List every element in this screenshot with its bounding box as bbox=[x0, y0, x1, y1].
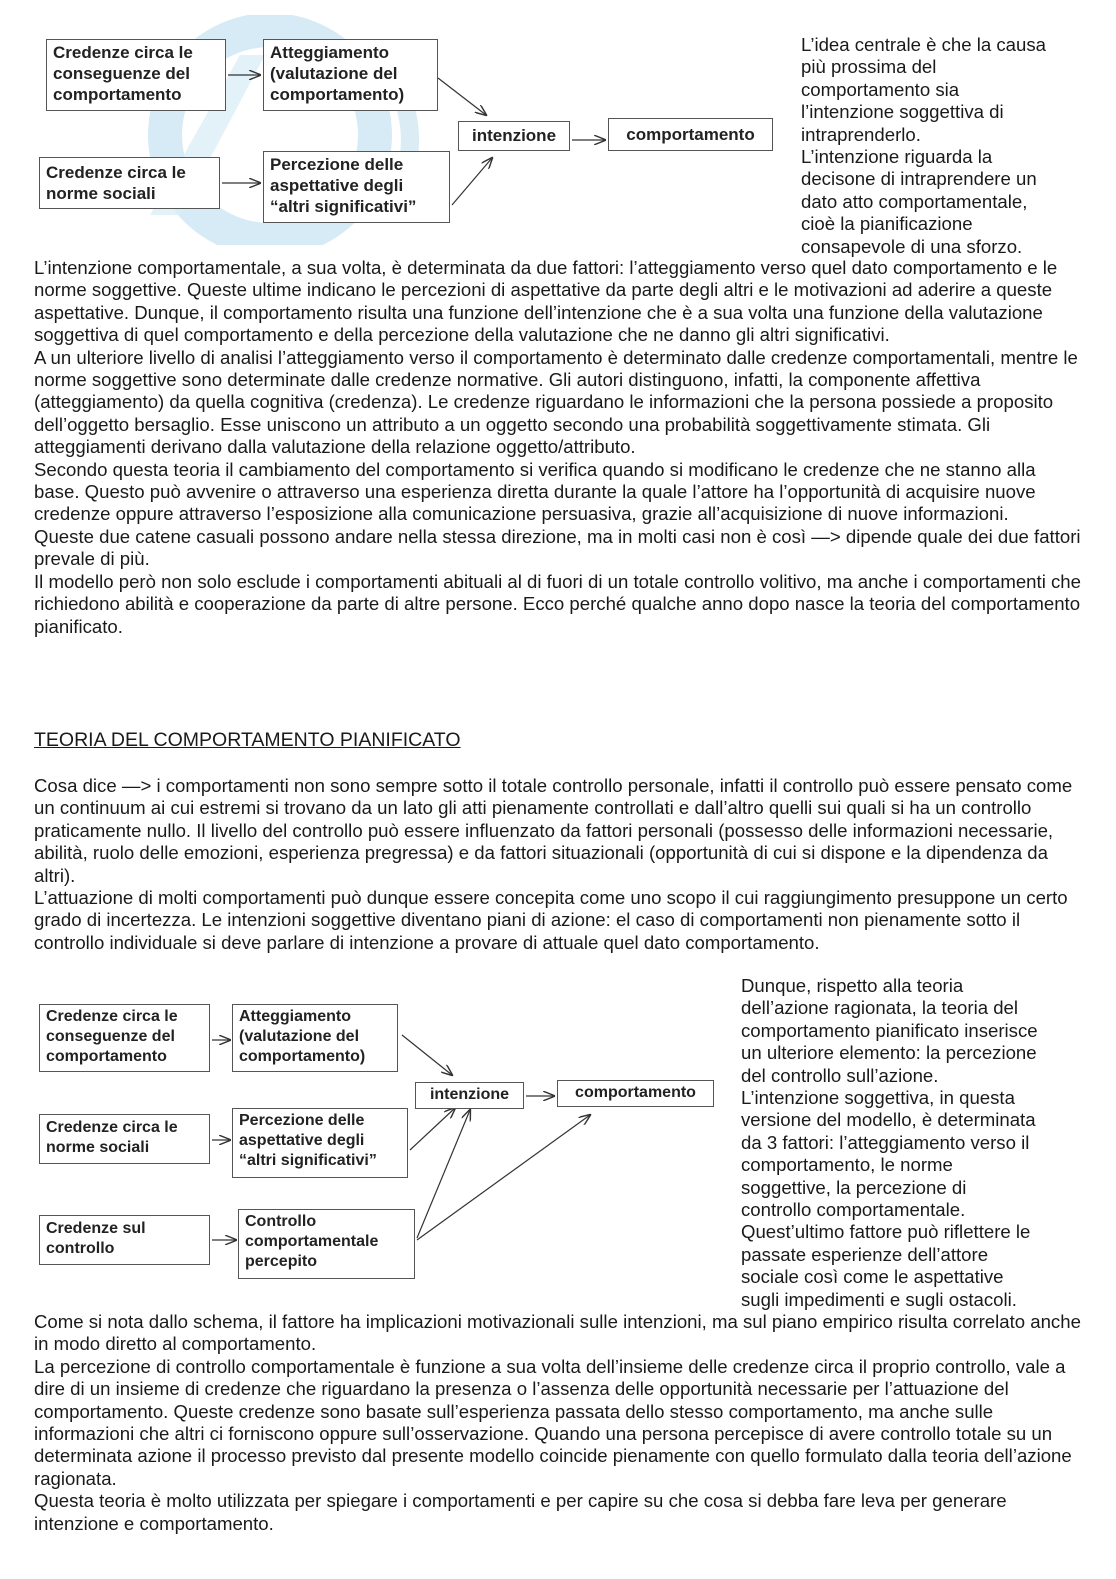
side-line: L’intenzione soggettiva, in questa bbox=[741, 1087, 1015, 1109]
box-line: (valutazione del bbox=[270, 64, 398, 83]
box-line: intenzione bbox=[429, 1086, 510, 1103]
paragraph: La percezione di controllo comportamentale è funzione a sua volta dell’insieme delle credenze circa il proprio controllo, vale a dire di un insieme di credenze che riguardano la presenza o l’assenza delle opportunità necessarie per l’attuazione del comportamento. Queste credenze sono basate sull’esperienza passata dello stesso comportamento, ma anche sulle informazioni che altri ci forniscono oppure sull’osservazione. Quando una persona percepisce di avere controllo totale su un determinata azione il processo previsto dal presente modello coincide pienamente con quello formulato dalla teoria dell’azione ragionata. bbox=[34, 1355, 1072, 1489]
side-line: comportamento sia bbox=[801, 78, 960, 100]
box-line: Atteggiamento bbox=[270, 43, 389, 62]
box-line: “altri significativi” bbox=[239, 1152, 377, 1169]
box-line: intenzione bbox=[471, 126, 557, 145]
side-line: cioè la pianificazione bbox=[801, 213, 973, 235]
box-line: comportamento) bbox=[239, 1048, 366, 1065]
side-line: L’intenzione riguarda la bbox=[801, 146, 993, 168]
body-section-1 bbox=[34, 257, 1082, 638]
d2-box-perceived-control bbox=[238, 1209, 415, 1279]
side-line: Dunque, rispetto alla teoria bbox=[741, 975, 964, 996]
paragraph: L’intenzione comportamentale, a sua volta, è determinata da due fattori: l’atteggiamento verso quel dato comportamento e le norme soggettive. Queste ultime indicano le percezioni di aspettative da parte degli altri e le motivazioni ad aderire a queste aspettative. Dunque, il comportamento risulta una funzione dell’intenzione che è a sua volta una funzione della valutazione soggettiva di quel comportamento e della percezione della valutazione che ne danno gli altri significativi. bbox=[34, 257, 1058, 346]
box-line: comportamento bbox=[46, 1048, 167, 1065]
box-line: conseguenze del bbox=[46, 1028, 175, 1045]
side-line: l’intenzione soggettiva di bbox=[801, 101, 1004, 123]
section-heading: TEORIA DEL COMPORTAMENTO PIANIFICATO bbox=[34, 729, 461, 751]
side-line: controllo comportamentale. bbox=[741, 1199, 966, 1221]
box-line: norme sociali bbox=[46, 184, 156, 203]
side-line: L’idea centrale è che la causa bbox=[801, 34, 1046, 55]
side-line: sociale così come le aspettative bbox=[741, 1266, 1004, 1288]
box-line: Credenze sul bbox=[46, 1220, 146, 1237]
side-line: più prossima del bbox=[801, 56, 937, 78]
d2-box-perception bbox=[232, 1108, 408, 1178]
paragraph: Queste due catene casuali possono andare nella stessa direzione, ma in molti casi non è così —> dipende quale dei due fattori prevale di più. bbox=[34, 525, 1081, 570]
body-section-3 bbox=[34, 1311, 1082, 1535]
box-line: aspettative degli bbox=[239, 1132, 365, 1149]
side-line: sugli impedimenti e sugli ostacoli. bbox=[741, 1288, 1017, 1310]
box-line: controllo bbox=[46, 1240, 115, 1257]
side-text-2 bbox=[741, 975, 1038, 1311]
body-section-2 bbox=[34, 775, 1082, 954]
d1-box-behavior bbox=[608, 118, 773, 151]
d1-box-perception bbox=[263, 151, 450, 223]
box-line: Credenze circa le bbox=[46, 1119, 178, 1136]
d1-box-belief-norms bbox=[39, 157, 220, 209]
d1-box-intention bbox=[458, 121, 570, 151]
paragraph: A un ulteriore livello di analisi l’atteggiamento verso il comportamento è determinato dalle credenze comportamentali, mentre le norme soggettive sono determinate dalle credenze normative. Gli autori distinguono, infatti, la componente affettiva (atteggiamento) da quella cognitiva (credenza). Le credenze riguardano le informazioni che la persona possiede a proposito dell’oggetto bersaglio. Esse uniscono un attributo a un oggetto secondo una probabilità soggettivamente stimata. Gli atteggiamenti derivano dalla valutazione della relazione oggetto/attributo. bbox=[34, 346, 1078, 458]
box-line: Credenze circa le bbox=[46, 163, 186, 182]
arrow2-attitude-to-intention bbox=[402, 1035, 452, 1075]
box-line: Percezione delle bbox=[270, 155, 404, 174]
arrow2-perception-to-intention bbox=[410, 1108, 455, 1150]
side-line: dell’azione ragionata, la teoria del bbox=[741, 997, 1019, 1019]
side-line: soggettive, la percezione di bbox=[741, 1176, 967, 1198]
box-line: Percezione delle bbox=[239, 1112, 365, 1129]
paragraph: Come si nota dallo schema, il fattore ha implicazioni motivazionali sulle intenzioni, ma sul piano empirico risulta correlato anche in modo diretto al comportamento. bbox=[34, 1311, 1081, 1355]
box-line: aspettative degli bbox=[270, 176, 404, 195]
paragraph: Il modello però non solo esclude i comportamenti abituali al di fuori di un totale controllo volitivo, ma anche i comportamenti che richiedono abilità e cooperazione da parte di altre persone. Ecco perché qualche anno dopo nasce la teoria del comportamento pianificato. bbox=[34, 570, 1081, 637]
arrow2-control-to-behavior bbox=[417, 1115, 590, 1240]
side-line: Quest’ultimo fattore può riflettere le bbox=[741, 1221, 1031, 1243]
box-line: comportamento bbox=[575, 1084, 696, 1101]
box-line: Credenze circa le bbox=[46, 1008, 178, 1025]
paragraph: L’attuazione di molti comportamenti può dunque essere concepita come uno scopo il cui raggiungimento presuppone un certo grado di incertezza. Le intenzioni soggettive diventano piani di azione: el caso di comportamenti non pienamente sotto il controllo individuale si deve parlare di intenzione a provare di attuale quel dato comportamento. bbox=[34, 887, 1068, 953]
box-line: Controllo bbox=[245, 1213, 317, 1230]
d1-box-belief-consequences bbox=[46, 39, 226, 111]
side-line: consapevole di una sforzo. bbox=[801, 235, 1023, 257]
box-line: comportamento bbox=[53, 85, 182, 104]
arrow-attitude-to-intention bbox=[438, 78, 486, 115]
d2-box-belief-norms bbox=[39, 1114, 210, 1164]
d2-box-belief-consequences bbox=[39, 1004, 210, 1072]
side-line: dato atto comportamentale, bbox=[801, 190, 1028, 212]
box-line: Atteggiamento bbox=[239, 1008, 351, 1025]
box-line: norme sociali bbox=[46, 1139, 150, 1156]
box-line: (valutazione del bbox=[239, 1028, 360, 1045]
side-line: versione del modello, è determinata bbox=[741, 1109, 1036, 1131]
box-line: percepito bbox=[245, 1253, 318, 1270]
d2-box-intention bbox=[415, 1082, 524, 1109]
box-line: comportamento bbox=[626, 125, 755, 144]
arrow-perception-to-intention bbox=[452, 158, 492, 205]
d1-box-attitude bbox=[263, 39, 438, 111]
box-line: comportamentale bbox=[245, 1233, 379, 1250]
paragraph: Secondo questa teoria il cambiamento del comportamento si verifica quando si modificano le credenze che ne stanno alla base. Questo può avvenire o attraverso una esperienza diretta durante la quale l’attore ha l’opportunità di acquisire nuove credenze oppure attraverso l’esposizione alla comunicazione persuasiva, grazie all’acquisizione di nuove informazioni. bbox=[34, 458, 1036, 525]
side-line: da 3 fattori: l’atteggiamento verso il bbox=[741, 1131, 1030, 1153]
paragraph: Questa teoria è molto utilizzata per spiegare i comportamenti e per capire su che cosa si debba fare leva per generare intenzione e comportamento. bbox=[34, 1490, 1007, 1534]
box-line: “altri significativi” bbox=[270, 197, 417, 216]
side-line: del controllo sull’azione. bbox=[741, 1064, 939, 1086]
side-line: intraprenderlo. bbox=[801, 123, 921, 145]
d2-box-attitude bbox=[232, 1004, 398, 1072]
box-line: conseguenze del bbox=[53, 64, 190, 83]
d2-box-behavior bbox=[557, 1080, 714, 1107]
side-line: comportamento, le norme bbox=[741, 1154, 953, 1176]
box-line: Credenze circa le bbox=[53, 43, 193, 62]
box-line: comportamento) bbox=[270, 85, 405, 104]
side-line: passate esperienze dell’attore bbox=[741, 1243, 989, 1265]
side-line: decisone di intraprendere un bbox=[801, 168, 1037, 190]
side-text-1 bbox=[801, 34, 1046, 258]
arrow2-control-to-intention bbox=[417, 1110, 470, 1238]
d2-box-belief-control bbox=[39, 1215, 210, 1265]
side-line: comportamento pianificato inserisce bbox=[741, 1019, 1038, 1041]
paragraph: Cosa dice —> i comportamenti non sono sempre sotto il totale controllo personale, infatti il controllo può essere pensato come un continuum ai cui estremi si trovano da un lato gli atti pienamente controllati e dall’altro quelli sui quali si ha un controllo praticamente nullo. Il livello del controllo può essere influenzato da fattori personali (possesso delle informazioni necessarie, abilità, ruolo delle emozioni, esperienza pregressa) e da fattori situazionali (opportunità di cui si dispone e la dipendenza da altri). bbox=[34, 775, 1073, 886]
side-line: un ulteriore elemento: la percezione bbox=[741, 1042, 1037, 1064]
